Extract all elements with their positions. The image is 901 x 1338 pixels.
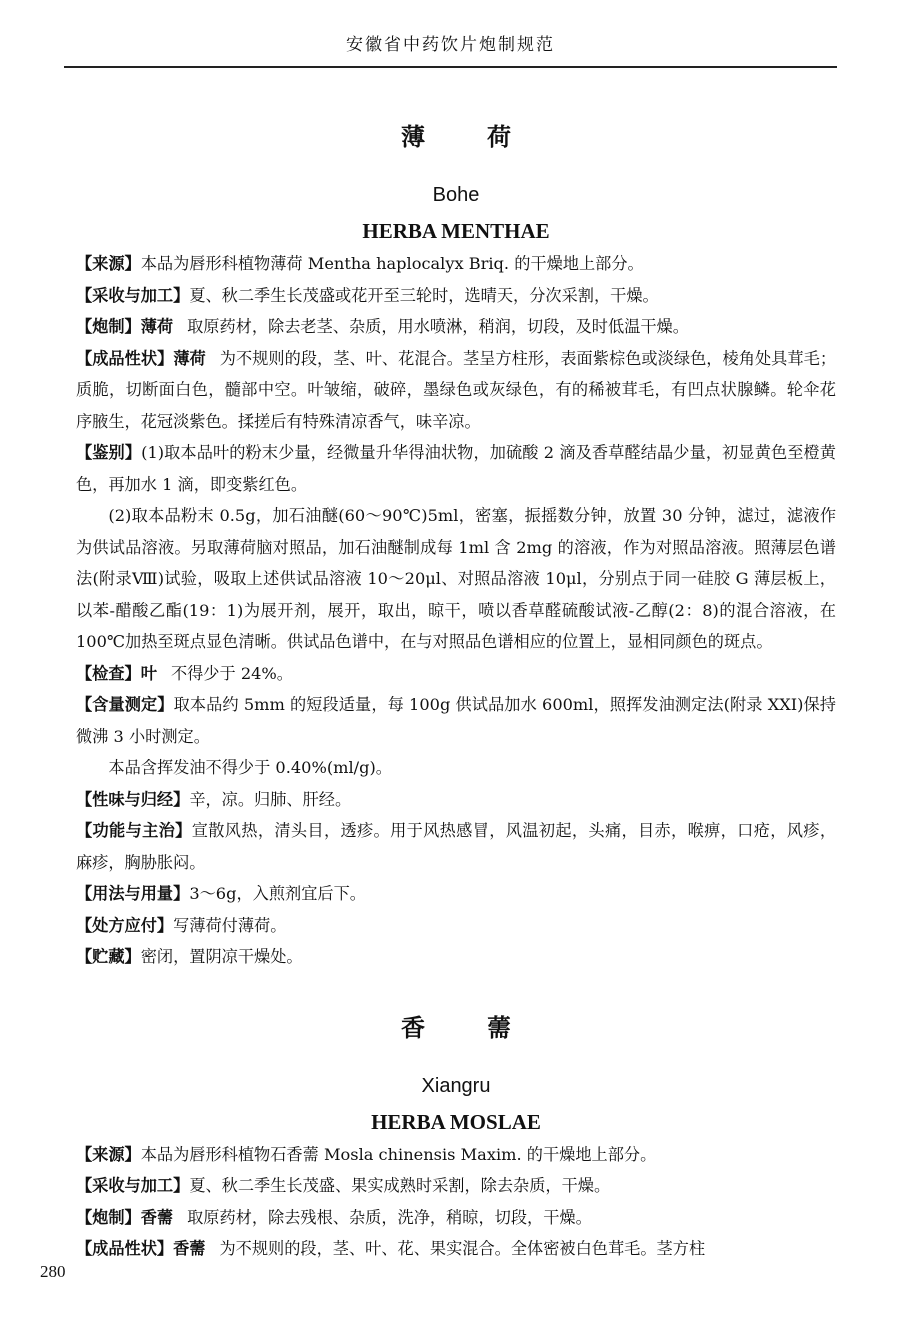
header-rule xyxy=(64,66,837,68)
content xyxy=(76,112,836,1265)
storage-paragraph xyxy=(76,941,836,973)
taste-text: 辛，凉。归肺、肝经。 xyxy=(189,789,352,809)
storage-text: 密闭，置阴凉干燥处。 xyxy=(140,947,303,966)
entry-latin-name: HERBA MOSLAE xyxy=(371,1109,541,1134)
source-label: 【来源】 xyxy=(76,1144,141,1164)
usage-label: 【用法与用量】 xyxy=(76,884,190,903)
identify-paragraph-2 xyxy=(76,500,836,658)
source-label: 【来源】 xyxy=(76,254,141,273)
entry-bohe xyxy=(76,118,836,973)
traits-label: 【成品性状】 xyxy=(76,1239,174,1258)
processing-paragraph xyxy=(76,1202,836,1234)
processing-label: 【炮制】 xyxy=(76,1207,141,1227)
harvest-paragraph xyxy=(76,1170,836,1202)
check-text: 不得少于 24%。 xyxy=(170,663,293,683)
assay-label: 【含量测定】 xyxy=(76,695,174,714)
traits-text: 为不规则的段，茎、叶、花、果实混合。全体密被白色茸毛。茎方柱 xyxy=(219,1239,706,1258)
identify-text-1: (1)取本品叶的粉末少量，经微量升华得油状物，加硫酸 2 滴及香草醛结晶少量，初显黄色至橙黄色，再加水 1 滴，即变紫红色。 xyxy=(76,443,836,494)
function-paragraph xyxy=(76,815,836,878)
harvest-label: 【采收与加工】 xyxy=(76,1176,190,1195)
taste-label: 【性味与归经】 xyxy=(76,789,190,809)
usage-text: 3～6g，入煎剂宜后下。 xyxy=(189,884,366,903)
taste-paragraph xyxy=(76,784,836,816)
entry-latin-name: HERBA MENTHAE xyxy=(362,219,550,243)
page-number: 280 xyxy=(40,1262,66,1281)
processing-text: 取原药材，除去残根、杂质，洗净，稍晾，切段，干燥。 xyxy=(187,1207,592,1227)
entry-title: 香薷 xyxy=(401,1013,573,1042)
processing-paragraph xyxy=(76,311,836,343)
check-label: 【检查】 xyxy=(76,663,141,683)
processing-text: 取原药材，除去老茎、杂质，用水喷淋，稍润，切段，及时低温干燥。 xyxy=(187,317,689,336)
source-text: 本品为唇形科植物薄荷 Mentha haplocalyx Briq. 的干燥地上部分。 xyxy=(140,254,644,273)
traits-paragraph xyxy=(76,1233,836,1265)
check-paragraph xyxy=(76,658,836,690)
source-text: 本品为唇形科植物石香薷 Mosla chinensis Maxim. 的干燥地上部分。 xyxy=(140,1144,657,1164)
harvest-paragraph xyxy=(76,280,836,312)
source-paragraph xyxy=(76,248,836,280)
traits-label: 【成品性状】 xyxy=(76,348,174,368)
traits-sub: 香薷 xyxy=(173,1239,206,1258)
usage-paragraph xyxy=(76,878,836,910)
assay-paragraph xyxy=(76,689,836,752)
harvest-label: 【采收与加工】 xyxy=(76,285,190,305)
prescription-paragraph xyxy=(76,910,836,942)
entry-pinyin: Xiangru xyxy=(421,1074,491,1097)
entry-pinyin: Bohe xyxy=(432,184,480,206)
check-sub: 叶 xyxy=(140,663,157,683)
processing-sub: 薄荷 xyxy=(140,317,174,336)
assay-text-2: 本品含挥发油不得少于 0.40%(ml/g)。 xyxy=(108,758,392,777)
processing-sub: 香薷 xyxy=(140,1207,174,1227)
entry-xiangru xyxy=(76,1009,836,1265)
entry-gap xyxy=(76,973,836,1003)
prescription-label: 【处方应付】 xyxy=(76,915,174,935)
function-text: 宣散风热，清头目，透疹。用于风热感冒，风温初起，头痛，目赤，喉痹，口疮，风疹，麻疹，胸胁胀闷。 xyxy=(76,821,837,872)
traits-text: 为不规则的段，茎、叶、花混合。茎呈方柱形，表面紫棕色或淡绿色，棱角处具茸毛；质脆，切断面白色，髓部中空。叶皱缩，破碎，墨绿色或灰绿色，有的稀被茸毛，有凹点状腺鳞。轮伞花序腋生，花冠淡紫色。揉搓后有特殊清凉香气，味辛凉。 xyxy=(76,348,837,431)
traits-sub: 薄荷 xyxy=(173,348,206,368)
harvest-text: 夏、秋二季生长茂盛、果实成熟时采割，除去杂质，干燥。 xyxy=(189,1176,611,1195)
traits-paragraph xyxy=(76,343,836,438)
identify-text-2: (2)取本品粉末 0.5g，加石油醚(60～90℃)5ml，密塞，振摇数分钟，放置 30 分钟，滤过，滤液作为供试品溶液。另取薄荷脑对照品，加石油醚制成每 1ml 含 2mg 的溶液，作为对照品溶液。照薄层色谱法(附录Ⅷ)试验，吸取上述供试品溶液 10～20μl、对照品溶液 10μl，分别点于同一硅胶 G 薄层板上，以苯-醋酸乙酯(19：1)为展开剂，展开，取出，晾干，喷以香草醛硫酸试液-乙醇(2：8)的混合溶液，在 100℃加热至斑点显色清晰。供试品色谱中，在与对照品色谱相应的位置上，显相同颜色的斑点。 xyxy=(76,506,836,651)
storage-label: 【贮藏】 xyxy=(76,947,141,966)
entry-title: 薄荷 xyxy=(401,123,573,151)
harvest-text: 夏、秋二季生长茂盛或花开至三轮时，选晴天，分次采割，干燥。 xyxy=(189,285,659,305)
prescription-text: 写薄荷付薄荷。 xyxy=(173,915,287,935)
assay-text: 取本品约 5mm 的短段适量，每 100g 供试品加水 600ml，照挥发油测定法(附录 XXI)保持微沸 3 小时测定。 xyxy=(76,695,836,746)
source-paragraph xyxy=(76,1139,836,1171)
identify-paragraph xyxy=(76,437,836,500)
processing-label: 【炮制】 xyxy=(76,317,141,336)
function-label: 【功能与主治】 xyxy=(76,821,192,840)
running-header: 安徽省中药饮片炮制规范 xyxy=(346,35,555,55)
identify-label: 【鉴别】 xyxy=(76,443,142,462)
assay-paragraph-2 xyxy=(76,752,836,784)
